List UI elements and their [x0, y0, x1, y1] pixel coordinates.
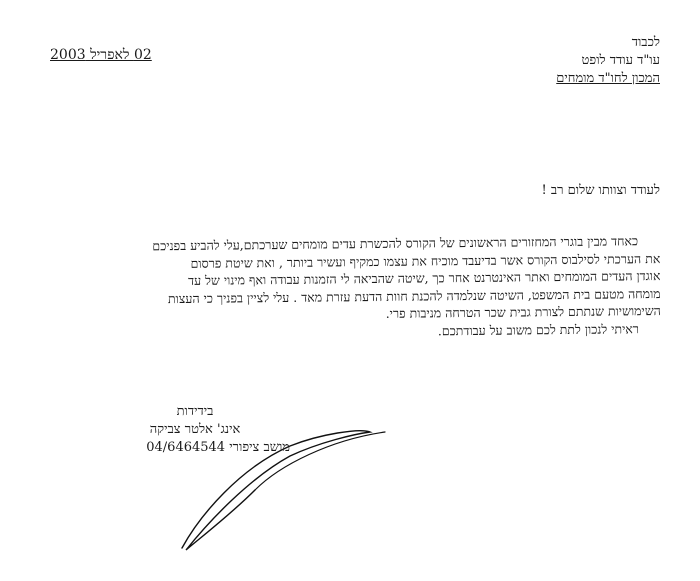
body-line: השימושיות שנתתם לצורת גבית שכר הטרחה מניבות פרי.	[385, 302, 661, 321]
body-line: מומחה מטעם בית המשפט, השיטה שנלמדה להכנת חוות הדעת עזרת מאד . עלי לציין בפניך כי העצות	[167, 285, 661, 306]
body-line: את הערכתי לסילבוס הקורס אשר בדיעבד מוכיח את עצמו כמקיף ועשיר ביותר , ואת שיטת פרסום	[190, 250, 661, 271]
greeting: לעודד וצוותו שלום רב !	[541, 183, 660, 198]
body-line: ראיתי לנכון לתת לכם משוב על עבודתכם.	[437, 320, 640, 338]
closing-name: אינג' אלטר צביקה	[149, 422, 241, 437]
body-line: אוגדן העדים המומחים ואתר האינטרנט אחר כך ,שיטה שהביאה לי הזמנות עבודה ואף מינוי של עד	[187, 267, 661, 288]
closing-address-phone: מושב ציפורי 04/6464544	[146, 440, 290, 455]
recipient-block	[400, 34, 660, 88]
handwritten-signature	[170, 420, 390, 560]
recipient-name: עו"ד עודד לופט	[581, 53, 660, 68]
recipient-institute: המכון לחו"ד מומחים	[556, 71, 660, 86]
closing-regards: בידידות	[176, 404, 214, 419]
letter-date: 02 לאפריל 2003	[50, 47, 152, 63]
recipient-salutation: לכבוד	[631, 35, 660, 50]
body-line: כאחד מבין בוגרי המחזורים הראשונים של הקורס להכשרת עדים מומחים שערכתם,עלי להביע בפניכם	[152, 233, 639, 254]
letter-body	[40, 232, 661, 343]
